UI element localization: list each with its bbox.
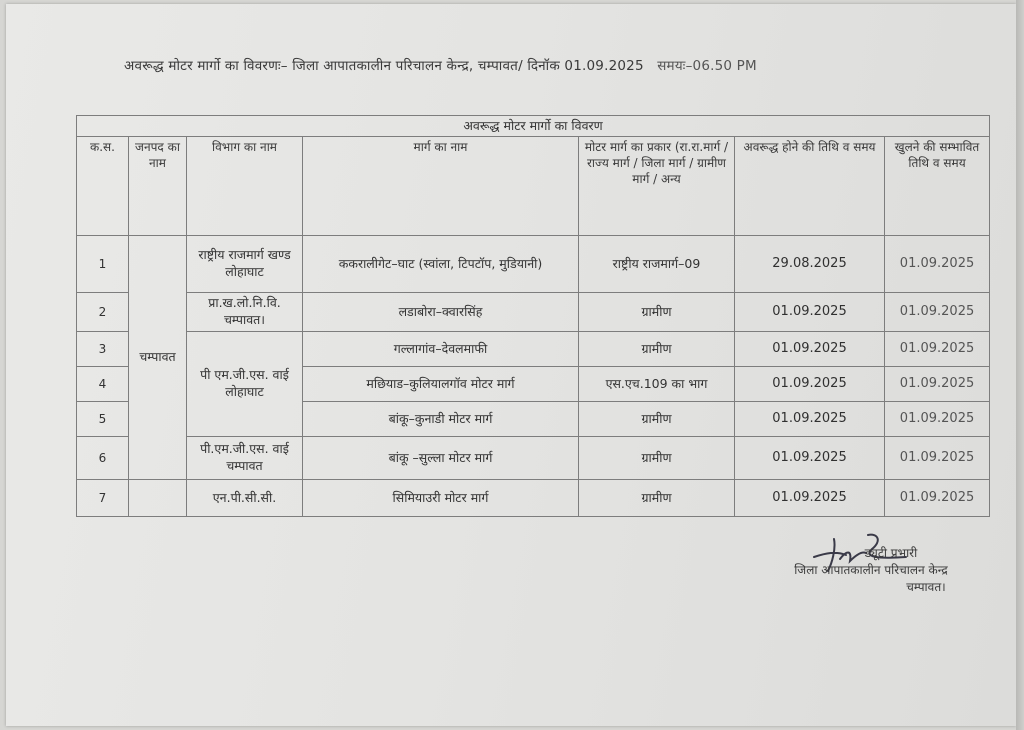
- road-type-cell: ग्रामीण: [579, 332, 735, 367]
- signature-block: [761, 544, 981, 595]
- opening-date-cell: 01.09.2025: [885, 480, 990, 517]
- road-type-cell: राष्ट्रीय राजमार्ग–09: [579, 236, 735, 293]
- road-name-cell: बांकू –सुल्ला मोटर मार्ग: [303, 437, 579, 480]
- opening-date-cell: 01.09.2025: [885, 236, 990, 293]
- page-edge-shadow: [1016, 0, 1024, 730]
- col-header-road-name: मार्ग का नाम: [303, 137, 579, 236]
- col-header-sno: क.स.: [77, 137, 129, 236]
- district-cell: चम्पावत: [129, 236, 187, 480]
- department-cell: पी.एम.जी.एस. वाई चम्पावत: [187, 437, 303, 480]
- department-cell: प्रा.ख.लो.नि.वि. चम्पावत।: [187, 293, 303, 332]
- signatory-place: चम्पावत।: [906, 580, 946, 594]
- blocked-date-cell: 01.09.2025: [735, 480, 885, 517]
- table-row: [77, 332, 990, 367]
- road-name-cell: सिमियाउरी मोटर मार्ग: [303, 480, 579, 517]
- document-page: [6, 4, 1016, 726]
- opening-date-cell: 01.09.2025: [885, 402, 990, 437]
- table-caption: अवरूद्ध मोटर मार्गो का विवरण: [77, 116, 990, 137]
- col-header-department: विभाग का नाम: [187, 137, 303, 236]
- blocked-date-cell: 01.09.2025: [735, 367, 885, 402]
- opening-date-cell: 01.09.2025: [885, 332, 990, 367]
- table-row: [77, 437, 990, 480]
- department-cell: पी एम.जी.एस. वाई लोहाघाट: [187, 332, 303, 437]
- blocked-date-cell: 01.09.2025: [735, 402, 885, 437]
- road-name-cell: बांकू–कुनाडी मोटर मार्ग: [303, 402, 579, 437]
- road-name-cell: ककरालीगेट–घाट (स्वांला, टिपटॉप, मुडियानी): [303, 236, 579, 293]
- row-sno: 5: [77, 402, 129, 437]
- opening-date-cell: 01.09.2025: [885, 437, 990, 480]
- col-header-district: जनपद का नाम: [129, 137, 187, 236]
- road-type-cell: ग्रामीण: [579, 293, 735, 332]
- road-type-cell: ग्रामीण: [579, 437, 735, 480]
- road-type-cell: ग्रामीण: [579, 402, 735, 437]
- col-header-opening-date: खुलने की सम्भावित तिथि व समय: [885, 137, 990, 236]
- table-row: [77, 480, 990, 517]
- row-sno: 4: [77, 367, 129, 402]
- blocked-date-cell: 01.09.2025: [735, 293, 885, 332]
- department-cell: राष्ट्रीय राजमार्ग खण्ड लोहाघाट: [187, 236, 303, 293]
- signatory-office: जिला आपातकालीन परिचालन केन्द्र: [794, 563, 948, 577]
- title-time: समयः–06.50 PM: [657, 58, 757, 74]
- road-name-cell: मछियाड–कुलियालगॉव मोटर मार्ग: [303, 367, 579, 402]
- row-sno: 6: [77, 437, 129, 480]
- road-type-cell: ग्रामीण: [579, 480, 735, 517]
- blocked-roads-table: [76, 115, 990, 517]
- road-name-cell: लडाबोरा–क्वारसिंह: [303, 293, 579, 332]
- document-title: [124, 56, 964, 74]
- opening-date-cell: 01.09.2025: [885, 293, 990, 332]
- title-text: अवरूद्ध मोटर मार्गो का विवरणः– जिला आपातकालीन परिचालन केन्द्र, चम्पावत/ दिनॉक 01.09.2025: [124, 58, 644, 74]
- row-sno: 2: [77, 293, 129, 332]
- col-header-blocked-date: अवरूद्ध होने की तिथि व समय: [735, 137, 885, 236]
- row-sno: 1: [77, 236, 129, 293]
- blocked-date-cell: 29.08.2025: [735, 236, 885, 293]
- table-row: [77, 293, 990, 332]
- road-name-cell: गल्लागांव–देवलमाफी: [303, 332, 579, 367]
- blocked-date-cell: 01.09.2025: [735, 332, 885, 367]
- opening-date-cell: 01.09.2025: [885, 367, 990, 402]
- row-sno: 3: [77, 332, 129, 367]
- department-cell: एन.पी.सी.सी.: [187, 480, 303, 517]
- table-row: [77, 236, 990, 293]
- blocked-date-cell: 01.09.2025: [735, 437, 885, 480]
- row-sno: 7: [77, 480, 129, 517]
- signatory-designation: ड्यूटी प्रभारी: [864, 546, 918, 560]
- road-type-cell: एस.एच.109 का भाग: [579, 367, 735, 402]
- district-cell-empty: [129, 480, 187, 517]
- col-header-road-type: मोटर मार्ग का प्रकार (रा.रा.मार्ग / राज्य मार्ग / जिला मार्ग / ग्रामीण मार्ग / अन्य: [579, 137, 735, 236]
